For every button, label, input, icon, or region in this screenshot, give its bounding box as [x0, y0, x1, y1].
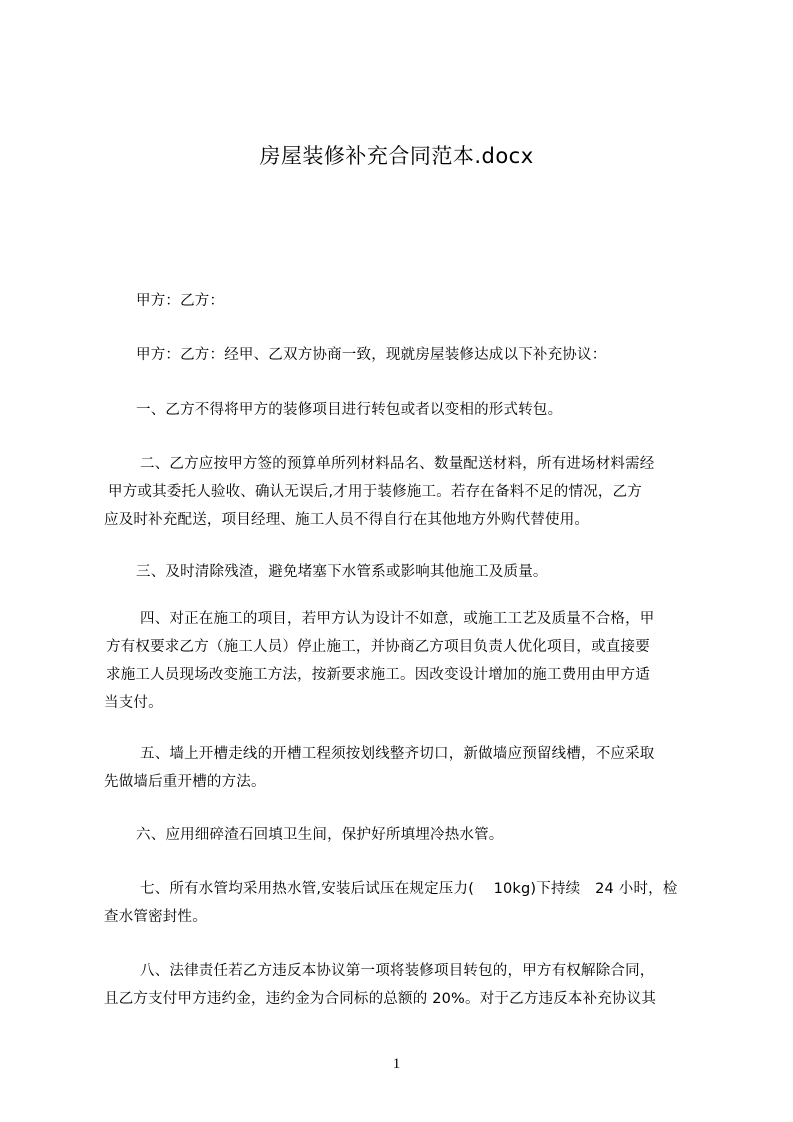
paragraph-clause-6 — [104, 821, 709, 849]
paragraph-line: 五、墙上开槽走线的开槽工程须按划线整齐切口，新做墙应预留线槽，不应采取 — [140, 746, 655, 762]
paragraph-clause-5 — [104, 740, 709, 796]
paragraph-line: 且乙方支付甲方违约金，违约金为合同标的总额的 20%。对于乙方违反本补充协议其 — [104, 991, 657, 1007]
paragraph-line: 应及时补充配送，项目经理、施工人员不得自行在其他地方外购代替使用。 — [104, 512, 590, 528]
document-title: 房屋装修补充合同范本.docx — [259, 144, 534, 168]
paragraph-parties-header — [104, 287, 709, 315]
paragraph-intro — [104, 341, 709, 369]
paragraph-line: 六、应用细碎渣石回填卫生间，保护好所填埋冷热水管。 — [136, 827, 504, 843]
paragraph-line: 七、所有水管均采用热水管,安装后试压在规定压力( 10kg)下持续 24 小时，检 — [140, 881, 678, 897]
paragraph-line: 八、法律责任若乙方违反本协议第一项将装修项目转包的，甲方有权解除合同， — [140, 963, 655, 979]
paragraph-line: 甲方或其委托人验收、确认无误后,才用于装修施工。若存在备料不足的情况，乙方 — [108, 484, 643, 500]
paragraph-clause-4 — [104, 605, 709, 717]
paragraph-line: 当支付。 — [104, 695, 163, 711]
paragraph-clause-2 — [104, 450, 709, 534]
paragraph-line: 先做墙后重开槽的方法。 — [104, 774, 266, 790]
paragraph-line: 查水管密封性。 — [104, 909, 207, 925]
paragraph-line: 四、对正在施工的项目，若甲方认为设计不如意，或施工工艺及质量不合格，甲 — [140, 611, 655, 627]
paragraph-clause-7 — [104, 875, 709, 931]
paragraph-clause-8 — [104, 957, 709, 1013]
paragraph-line: 方有权要求乙方（施工人员）停止施工，并协商乙方项目负责人优化项目，或直接要 — [106, 639, 650, 655]
paragraph-line: 一、乙方不得将甲方的装修项目进行转包或者以变相的形式转包。 — [136, 402, 563, 418]
paragraph-clause-1 — [104, 396, 709, 424]
paragraph-line: 甲方：乙方：经甲、乙双方协商一致，现就房屋装修达成以下补充协议： — [136, 347, 607, 363]
paragraph-clause-3 — [104, 558, 709, 586]
page-number: 1 — [392, 1056, 401, 1072]
paragraph-line: 二、乙方应按甲方签的预算单所列材料品名、数量配送材料，所有进场材料需经 — [140, 456, 655, 472]
paragraph-line: 求施工人员现场改变施工方法，按新要求施工。因改变设计增加的施工费用由甲方适 — [106, 667, 650, 683]
paragraph-line: 三、及时清除残渣，避免堵塞下水管系或影响其他施工及质量。 — [136, 564, 548, 580]
paragraph-line: 甲方：乙方： — [136, 293, 225, 309]
